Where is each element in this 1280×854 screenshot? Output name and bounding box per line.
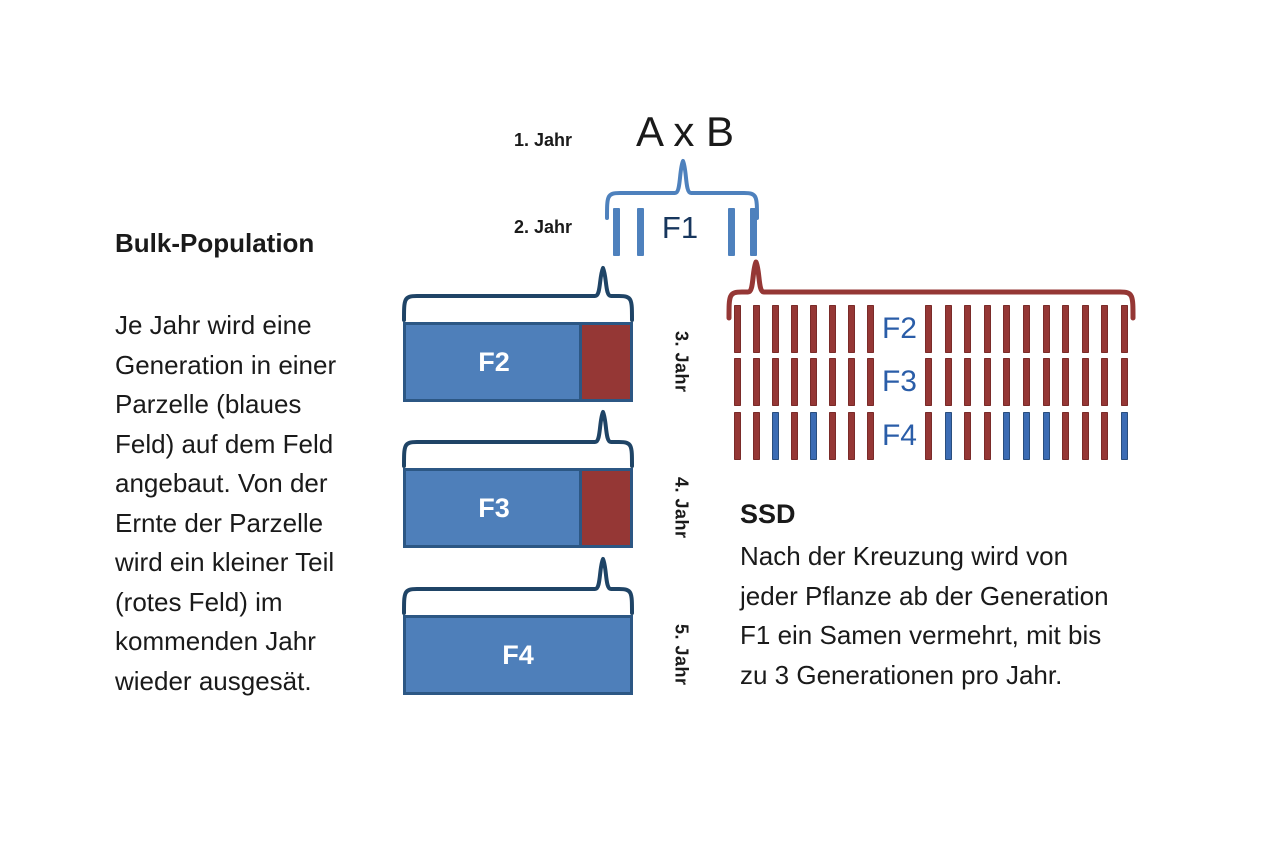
ssd-f3-ticks-right — [925, 358, 1128, 406]
ssd-row-f4 — [734, 412, 1128, 460]
plant-tick-red — [829, 305, 836, 353]
plant-tick-red — [1082, 412, 1089, 460]
plant-tick-red — [753, 358, 760, 406]
ssd-text-line: zu 3 Generationen pro Jahr. — [740, 659, 1063, 690]
f3-plot — [403, 468, 633, 548]
bulk-text-line: Je Jahr wird eine — [115, 310, 312, 340]
plant-tick-red — [772, 305, 779, 353]
plant-tick-red — [1062, 305, 1069, 353]
ssd-f2-ticks-right — [925, 305, 1128, 353]
plant-tick-blue — [1121, 412, 1128, 460]
plant-tick-red — [1023, 358, 1030, 406]
year-2-label: 2. Jahr — [513, 217, 572, 237]
plant-tick-blue — [613, 208, 620, 256]
plant-tick-blue — [728, 208, 735, 256]
plant-tick-red — [925, 412, 932, 460]
bulk-text-line: wird ein kleiner Teil — [115, 547, 335, 577]
plant-tick-blue — [945, 412, 952, 460]
ssd-text-line: jeder Pflanze ab der Generation — [740, 580, 1109, 611]
plant-tick-red — [945, 305, 952, 353]
plant-tick-red — [1101, 412, 1108, 460]
plant-tick-red — [1082, 305, 1089, 353]
plant-tick-red — [791, 358, 798, 406]
plant-tick-red — [791, 305, 798, 353]
plant-tick-blue — [1023, 412, 1030, 460]
plant-tick-blue — [1043, 412, 1050, 460]
plant-tick-red — [867, 305, 874, 353]
plant-tick-red — [810, 305, 817, 353]
plant-tick-red — [984, 412, 991, 460]
f4-plot-label: F4 — [502, 639, 534, 670]
ssd-f4-ticks-right — [925, 412, 1128, 460]
plant-tick-red — [1043, 358, 1050, 406]
bulk-text-line: wieder ausgesät. — [115, 665, 312, 696]
plant-tick-red — [925, 305, 932, 353]
f3-plot-label: F3 — [478, 492, 510, 523]
plant-tick-red — [925, 358, 932, 406]
plant-tick-red — [945, 358, 952, 406]
plant-tick-blue — [637, 208, 644, 256]
plant-tick-red — [867, 412, 874, 460]
plant-tick-red — [1062, 412, 1069, 460]
year-3-label: 3. Jahr — [671, 331, 692, 393]
plant-tick-red — [734, 305, 741, 353]
f2-plot-brace — [404, 268, 632, 320]
plant-tick-red — [753, 412, 760, 460]
plant-tick-red — [964, 412, 971, 460]
plant-tick-red — [1101, 305, 1108, 353]
bulk-text-line: angebaut. Von der — [115, 468, 328, 498]
plant-tick-red — [984, 305, 991, 353]
plant-tick-red — [1043, 305, 1050, 353]
ssd-row-f2 — [734, 305, 1128, 353]
bulk-text-line: (rotes Feld) im — [115, 586, 283, 617]
f2-red-seed-part — [579, 325, 630, 399]
f1-ticks-right — [728, 208, 757, 256]
f1-label: F1 — [661, 210, 699, 245]
plant-tick-red — [848, 358, 855, 406]
ssd-row-f3 — [734, 358, 1128, 406]
ssd-f2-ticks-left — [734, 305, 874, 353]
cross-title: A x B — [635, 108, 735, 155]
plant-tick-red — [1062, 358, 1069, 406]
plant-tick-blue — [772, 412, 779, 460]
ssd-f2-label: F2 — [881, 312, 917, 345]
plant-tick-red — [964, 305, 971, 353]
plant-tick-red — [848, 412, 855, 460]
plant-tick-red — [1121, 358, 1128, 406]
ssd-heading: SSD — [740, 499, 796, 529]
plant-tick-red — [753, 305, 760, 353]
bulk-text-line: Parzelle (blaues — [115, 389, 302, 419]
plant-tick-red — [1003, 358, 1010, 406]
plant-tick-red — [772, 358, 779, 406]
ssd-text-line: Nach der Kreuzung wird von — [740, 541, 1069, 571]
year-5-label: 5. Jahr — [671, 624, 692, 686]
ssd-f3-label: F3 — [881, 365, 917, 398]
f2-plot — [403, 322, 633, 402]
plant-tick-red — [848, 305, 855, 353]
f3-plot-brace — [404, 412, 632, 466]
bulk-population-description — [115, 306, 336, 701]
plant-tick-red — [984, 358, 991, 406]
plant-tick-red — [829, 412, 836, 460]
plant-tick-red — [734, 412, 741, 460]
ssd-f3-ticks-left — [734, 358, 874, 406]
f1-ticks-left — [613, 208, 644, 256]
bulk-population-heading: Bulk-Population — [115, 228, 315, 258]
plant-tick-red — [791, 412, 798, 460]
plant-tick-blue — [750, 208, 757, 256]
bulk-text-line: Ernte der Parzelle — [115, 507, 324, 538]
plant-tick-red — [1003, 305, 1010, 353]
ssd-f4-ticks-left — [734, 412, 874, 460]
bulk-text-line: Feld) auf dem Feld — [115, 428, 334, 459]
bulk-text-line: Generation in einer — [115, 349, 337, 380]
bulk-text-line: kommenden Jahr — [115, 626, 316, 656]
plant-tick-red — [1101, 358, 1108, 406]
plant-tick-blue — [1003, 412, 1010, 460]
plant-tick-red — [810, 358, 817, 406]
plant-tick-red — [867, 358, 874, 406]
plant-tick-red — [1023, 305, 1030, 353]
plant-tick-blue — [810, 412, 817, 460]
year-4-label: 4. Jahr — [671, 477, 692, 539]
f3-red-seed-part — [579, 471, 630, 545]
f4-plot-brace — [404, 559, 632, 613]
plant-tick-red — [829, 358, 836, 406]
plant-tick-red — [964, 358, 971, 406]
f4-plot — [403, 615, 633, 695]
f2-plot-label: F2 — [478, 346, 510, 377]
ssd-description — [740, 537, 1109, 695]
ssd-f4-label: F4 — [881, 419, 917, 452]
ssd-text-line: F1 ein Samen vermehrt, mit bis — [740, 620, 1102, 650]
plant-tick-red — [1082, 358, 1089, 406]
plant-tick-red — [1121, 305, 1128, 353]
plant-tick-red — [734, 358, 741, 406]
year-1-label: 1. Jahr — [513, 130, 572, 150]
